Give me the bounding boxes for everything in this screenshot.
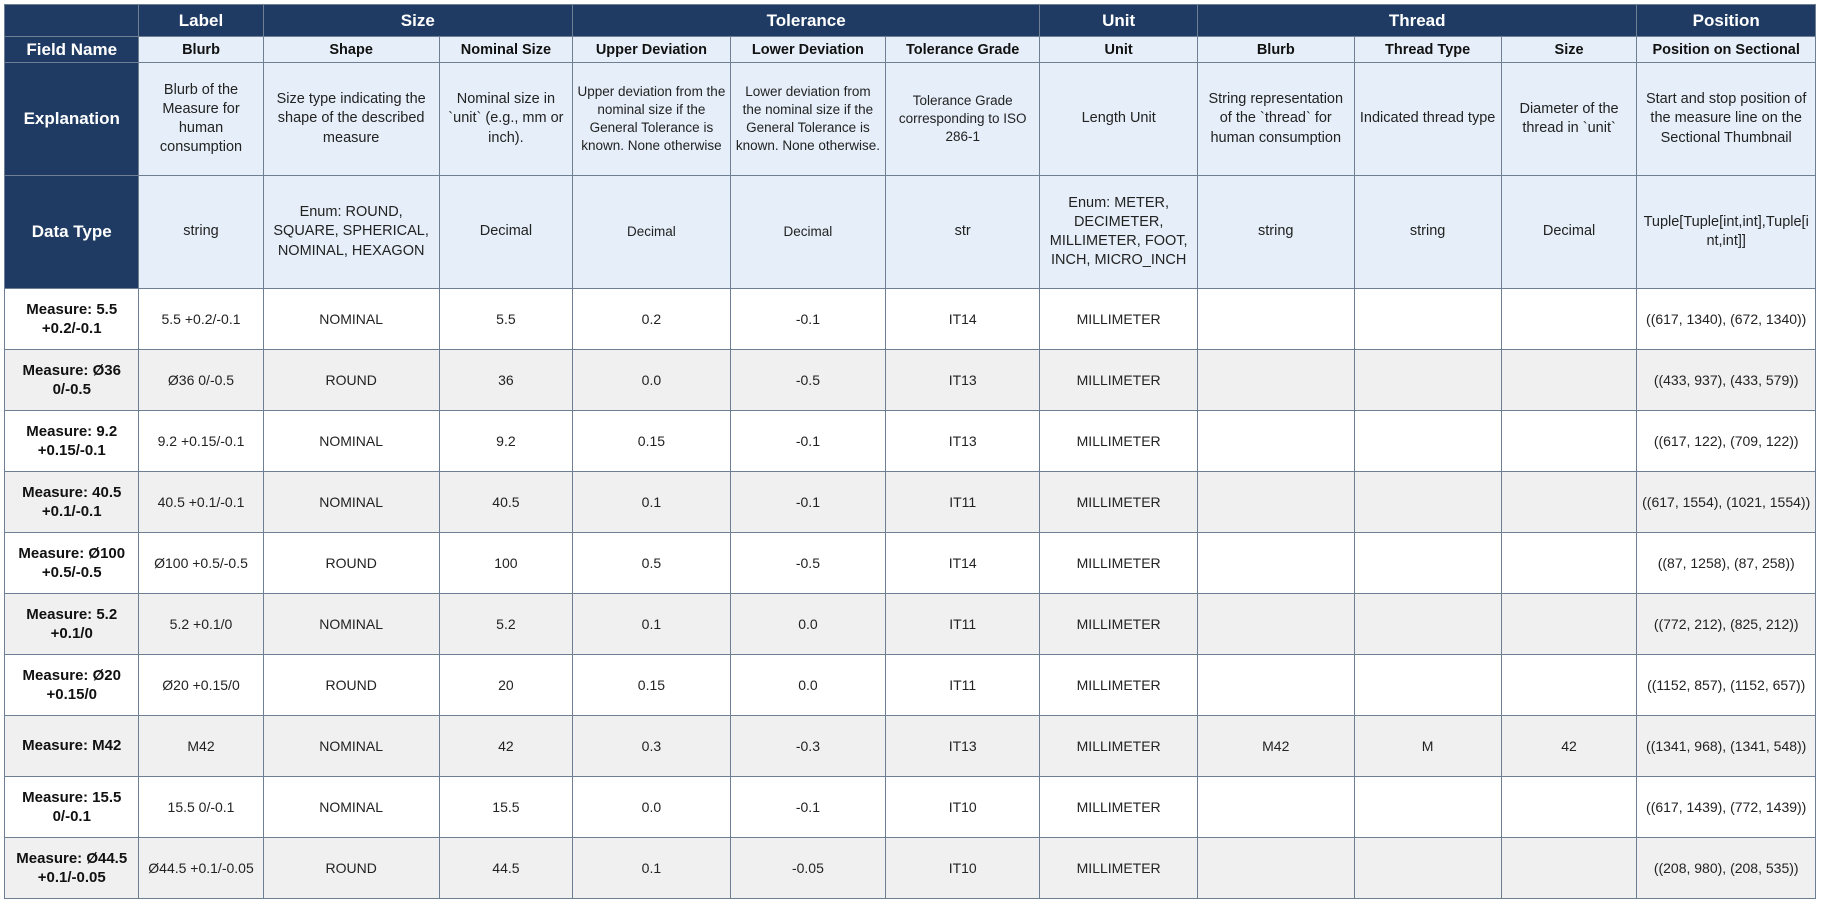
field-position-on-sectional: Position on Sectional	[1637, 37, 1816, 63]
field-thread-size: Size	[1501, 37, 1637, 63]
shape-cell: ROUND	[263, 838, 439, 899]
position-cell: ((617, 1340), (672, 1340))	[1637, 289, 1816, 350]
blurb-cell: 9.2 +0.15/-0.1	[139, 411, 263, 472]
tolerance-grade-cell: IT14	[886, 533, 1040, 594]
explanation-row	[5, 63, 1816, 176]
measure-name-cell: Measure: 5.2 +0.1/0	[5, 594, 139, 655]
measure-name-cell: Measure: 9.2 +0.15/-0.1	[5, 411, 139, 472]
tolerance-grade-cell: IT11	[886, 594, 1040, 655]
nominal-size-cell: 20	[439, 655, 572, 716]
explanation-cell: Size type indicating the shape of the described measure	[263, 63, 439, 176]
position-cell: ((617, 122), (709, 122))	[1637, 411, 1816, 472]
thread-type-cell	[1354, 655, 1501, 716]
thread-blurb-cell	[1197, 533, 1354, 594]
data-type-cell: Decimal	[573, 176, 731, 289]
tolerance-grade-cell: IT14	[886, 289, 1040, 350]
shape-cell: NOMINAL	[263, 716, 439, 777]
explanation-cell: Diameter of the thread in `unit`	[1501, 63, 1637, 176]
group-header-row	[5, 5, 1816, 37]
table-row	[5, 472, 1816, 533]
data-type-cell: Enum: METER, DECIMETER, MILLIMETER, FOOT, INCH, MICRO_INCH	[1040, 176, 1198, 289]
explanation-cell: Nominal size in `unit` (e.g., mm or inch).	[439, 63, 572, 176]
lower-deviation-cell: -0.1	[730, 777, 885, 838]
measure-name-cell: Measure: Ø100 +0.5/-0.5	[5, 533, 139, 594]
thread-blurb-cell	[1197, 594, 1354, 655]
thread-size-cell	[1501, 411, 1637, 472]
data-type-cell: Enum: ROUND, SQUARE, SPHERICAL, NOMINAL, HEXAGON	[263, 176, 439, 289]
thread-type-cell	[1354, 838, 1501, 899]
lower-deviation-cell: -0.05	[730, 838, 885, 899]
data-type-cell: string	[1197, 176, 1354, 289]
upper-deviation-cell: 0.15	[573, 655, 731, 716]
measure-name-cell: Measure: M42	[5, 716, 139, 777]
unit-cell: MILLIMETER	[1040, 777, 1198, 838]
table-row	[5, 411, 1816, 472]
position-cell: ((617, 1439), (772, 1439))	[1637, 777, 1816, 838]
table-row	[5, 533, 1816, 594]
thread-size-cell	[1501, 350, 1637, 411]
thread-blurb-cell	[1197, 655, 1354, 716]
explanation-cell: Start and stop position of the measure line on the Sectional Thumbnail	[1637, 63, 1816, 176]
blurb-cell: 15.5 0/-0.1	[139, 777, 263, 838]
tolerance-grade-cell: IT11	[886, 655, 1040, 716]
blurb-cell: Ø100 +0.5/-0.5	[139, 533, 263, 594]
shape-cell: ROUND	[263, 655, 439, 716]
blurb-cell: 40.5 +0.1/-0.1	[139, 472, 263, 533]
position-cell: ((87, 1258), (87, 258))	[1637, 533, 1816, 594]
explanation-cell: Upper deviation from the nominal size if the General Tolerance is known. None otherwise	[573, 63, 731, 176]
explanation-cell: Lower deviation from the nominal size if the General Tolerance is known. None otherwise.	[730, 63, 885, 176]
nominal-size-cell: 40.5	[439, 472, 572, 533]
unit-cell: MILLIMETER	[1040, 716, 1198, 777]
lower-deviation-cell: -0.5	[730, 350, 885, 411]
explanation-cell: Indicated thread type	[1354, 63, 1501, 176]
nominal-size-cell: 42	[439, 716, 572, 777]
thread-type-cell	[1354, 411, 1501, 472]
nominal-size-cell: 36	[439, 350, 572, 411]
lower-deviation-cell: 0.0	[730, 655, 885, 716]
upper-deviation-cell: 0.0	[573, 777, 731, 838]
thread-blurb-cell	[1197, 289, 1354, 350]
blurb-cell: M42	[139, 716, 263, 777]
thread-blurb-cell	[1197, 777, 1354, 838]
thread-size-cell	[1501, 594, 1637, 655]
thread-blurb-cell	[1197, 350, 1354, 411]
data-type-cell: Decimal	[1501, 176, 1637, 289]
thread-blurb-cell: M42	[1197, 716, 1354, 777]
thread-size-cell	[1501, 655, 1637, 716]
explanation-cell: Blurb of the Measure for human consumption	[139, 63, 263, 176]
nominal-size-cell: 5.2	[439, 594, 572, 655]
tolerance-grade-cell: IT10	[886, 777, 1040, 838]
field-thread-type: Thread Type	[1354, 37, 1501, 63]
position-cell: ((772, 212), (825, 212))	[1637, 594, 1816, 655]
thread-blurb-cell	[1197, 472, 1354, 533]
upper-deviation-cell: 0.1	[573, 838, 731, 899]
unit-cell: MILLIMETER	[1040, 594, 1198, 655]
unit-cell: MILLIMETER	[1040, 350, 1198, 411]
thread-type-cell: M	[1354, 716, 1501, 777]
shape-cell: NOMINAL	[263, 472, 439, 533]
blurb-cell: Ø36 0/-0.5	[139, 350, 263, 411]
blurb-cell: 5.5 +0.2/-0.1	[139, 289, 263, 350]
row-header-explanation: Explanation	[5, 63, 139, 176]
field-shape: Shape	[263, 37, 439, 63]
tolerance-grade-cell: IT10	[886, 838, 1040, 899]
thread-size-cell	[1501, 533, 1637, 594]
blurb-cell: Ø44.5 +0.1/-0.05	[139, 838, 263, 899]
thread-size-cell: 42	[1501, 716, 1637, 777]
thread-size-cell	[1501, 838, 1637, 899]
explanation-cell: Tolerance Grade corresponding to ISO 286-1	[886, 63, 1040, 176]
position-cell: ((1152, 857), (1152, 657))	[1637, 655, 1816, 716]
table-row	[5, 777, 1816, 838]
table-row	[5, 655, 1816, 716]
thread-type-cell	[1354, 594, 1501, 655]
group-unit: Unit	[1040, 5, 1198, 37]
upper-deviation-cell: 0.0	[573, 350, 731, 411]
shape-cell: ROUND	[263, 533, 439, 594]
shape-cell: NOMINAL	[263, 594, 439, 655]
data-type-cell: Tuple[Tuple[int,int],Tuple[int,int]]	[1637, 176, 1816, 289]
tolerance-grade-cell: IT13	[886, 411, 1040, 472]
tolerance-grade-cell: IT13	[886, 350, 1040, 411]
unit-cell: MILLIMETER	[1040, 655, 1198, 716]
group-position: Position	[1637, 5, 1816, 37]
thread-size-cell	[1501, 777, 1637, 838]
table-row	[5, 350, 1816, 411]
blurb-cell: Ø20 +0.15/0	[139, 655, 263, 716]
measure-name-cell: Measure: Ø36 0/-0.5	[5, 350, 139, 411]
data-type-cell: Decimal	[439, 176, 572, 289]
tolerance-grade-cell: IT13	[886, 716, 1040, 777]
shape-cell: ROUND	[263, 350, 439, 411]
field-thread-blurb: Blurb	[1197, 37, 1354, 63]
nominal-size-cell: 15.5	[439, 777, 572, 838]
lower-deviation-cell: -0.3	[730, 716, 885, 777]
upper-deviation-cell: 0.3	[573, 716, 731, 777]
unit-cell: MILLIMETER	[1040, 533, 1198, 594]
group-size: Size	[263, 5, 573, 37]
measure-name-cell: Measure: 40.5 +0.1/-0.1	[5, 472, 139, 533]
thread-type-cell	[1354, 777, 1501, 838]
group-label: Label	[139, 5, 263, 37]
thread-blurb-cell	[1197, 411, 1354, 472]
unit-cell: MILLIMETER	[1040, 411, 1198, 472]
thread-type-cell	[1354, 472, 1501, 533]
tolerance-grade-cell: IT11	[886, 472, 1040, 533]
thread-blurb-cell	[1197, 838, 1354, 899]
field-unit: Unit	[1040, 37, 1198, 63]
upper-deviation-cell: 0.15	[573, 411, 731, 472]
measure-name-cell: Measure: 5.5 +0.2/-0.1	[5, 289, 139, 350]
data-type-row	[5, 176, 1816, 289]
measure-name-cell: Measure: Ø44.5 +0.1/-0.05	[5, 838, 139, 899]
nominal-size-cell: 9.2	[439, 411, 572, 472]
position-cell: ((208, 980), (208, 535))	[1637, 838, 1816, 899]
thread-type-cell	[1354, 533, 1501, 594]
measure-name-cell: Measure: Ø20 +0.15/0	[5, 655, 139, 716]
shape-cell: NOMINAL	[263, 777, 439, 838]
data-type-cell: Decimal	[730, 176, 885, 289]
shape-cell: NOMINAL	[263, 411, 439, 472]
field-lower-deviation: Lower Deviation	[730, 37, 885, 63]
thread-type-cell	[1354, 350, 1501, 411]
field-label-blurb: Blurb	[139, 37, 263, 63]
lower-deviation-cell: -0.5	[730, 533, 885, 594]
measure-spec-table	[4, 4, 1816, 899]
position-cell: ((433, 937), (433, 579))	[1637, 350, 1816, 411]
group-thread: Thread	[1197, 5, 1636, 37]
lower-deviation-cell: -0.1	[730, 411, 885, 472]
field-name-row	[5, 37, 1816, 63]
measure-name-cell: Measure: 15.5 0/-0.1	[5, 777, 139, 838]
upper-deviation-cell: 0.2	[573, 289, 731, 350]
blurb-cell: 5.2 +0.1/0	[139, 594, 263, 655]
lower-deviation-cell: 0.0	[730, 594, 885, 655]
field-nominal-size: Nominal Size	[439, 37, 572, 63]
thread-size-cell	[1501, 289, 1637, 350]
thread-size-cell	[1501, 472, 1637, 533]
unit-cell: MILLIMETER	[1040, 472, 1198, 533]
lower-deviation-cell: -0.1	[730, 472, 885, 533]
position-cell: ((1341, 968), (1341, 548))	[1637, 716, 1816, 777]
nominal-size-cell: 100	[439, 533, 572, 594]
table-row	[5, 716, 1816, 777]
measure-rows	[5, 289, 1816, 899]
field-upper-deviation: Upper Deviation	[573, 37, 731, 63]
explanation-cell: Length Unit	[1040, 63, 1198, 176]
corner-cell	[5, 5, 139, 37]
data-type-cell: string	[1354, 176, 1501, 289]
table-row	[5, 838, 1816, 899]
table-row	[5, 594, 1816, 655]
upper-deviation-cell: 0.5	[573, 533, 731, 594]
group-tolerance: Tolerance	[573, 5, 1040, 37]
row-header-data-type: Data Type	[5, 176, 139, 289]
explanation-cell: String representation of the `thread` for human consumption	[1197, 63, 1354, 176]
lower-deviation-cell: -0.1	[730, 289, 885, 350]
row-header-field-name: Field Name	[5, 37, 139, 63]
data-type-cell: string	[139, 176, 263, 289]
table-row	[5, 289, 1816, 350]
nominal-size-cell: 44.5	[439, 838, 572, 899]
thread-type-cell	[1354, 289, 1501, 350]
unit-cell: MILLIMETER	[1040, 838, 1198, 899]
unit-cell: MILLIMETER	[1040, 289, 1198, 350]
nominal-size-cell: 5.5	[439, 289, 572, 350]
field-tolerance-grade: Tolerance Grade	[886, 37, 1040, 63]
data-type-cell: str	[886, 176, 1040, 289]
upper-deviation-cell: 0.1	[573, 594, 731, 655]
shape-cell: NOMINAL	[263, 289, 439, 350]
upper-deviation-cell: 0.1	[573, 472, 731, 533]
position-cell: ((617, 1554), (1021, 1554))	[1637, 472, 1816, 533]
